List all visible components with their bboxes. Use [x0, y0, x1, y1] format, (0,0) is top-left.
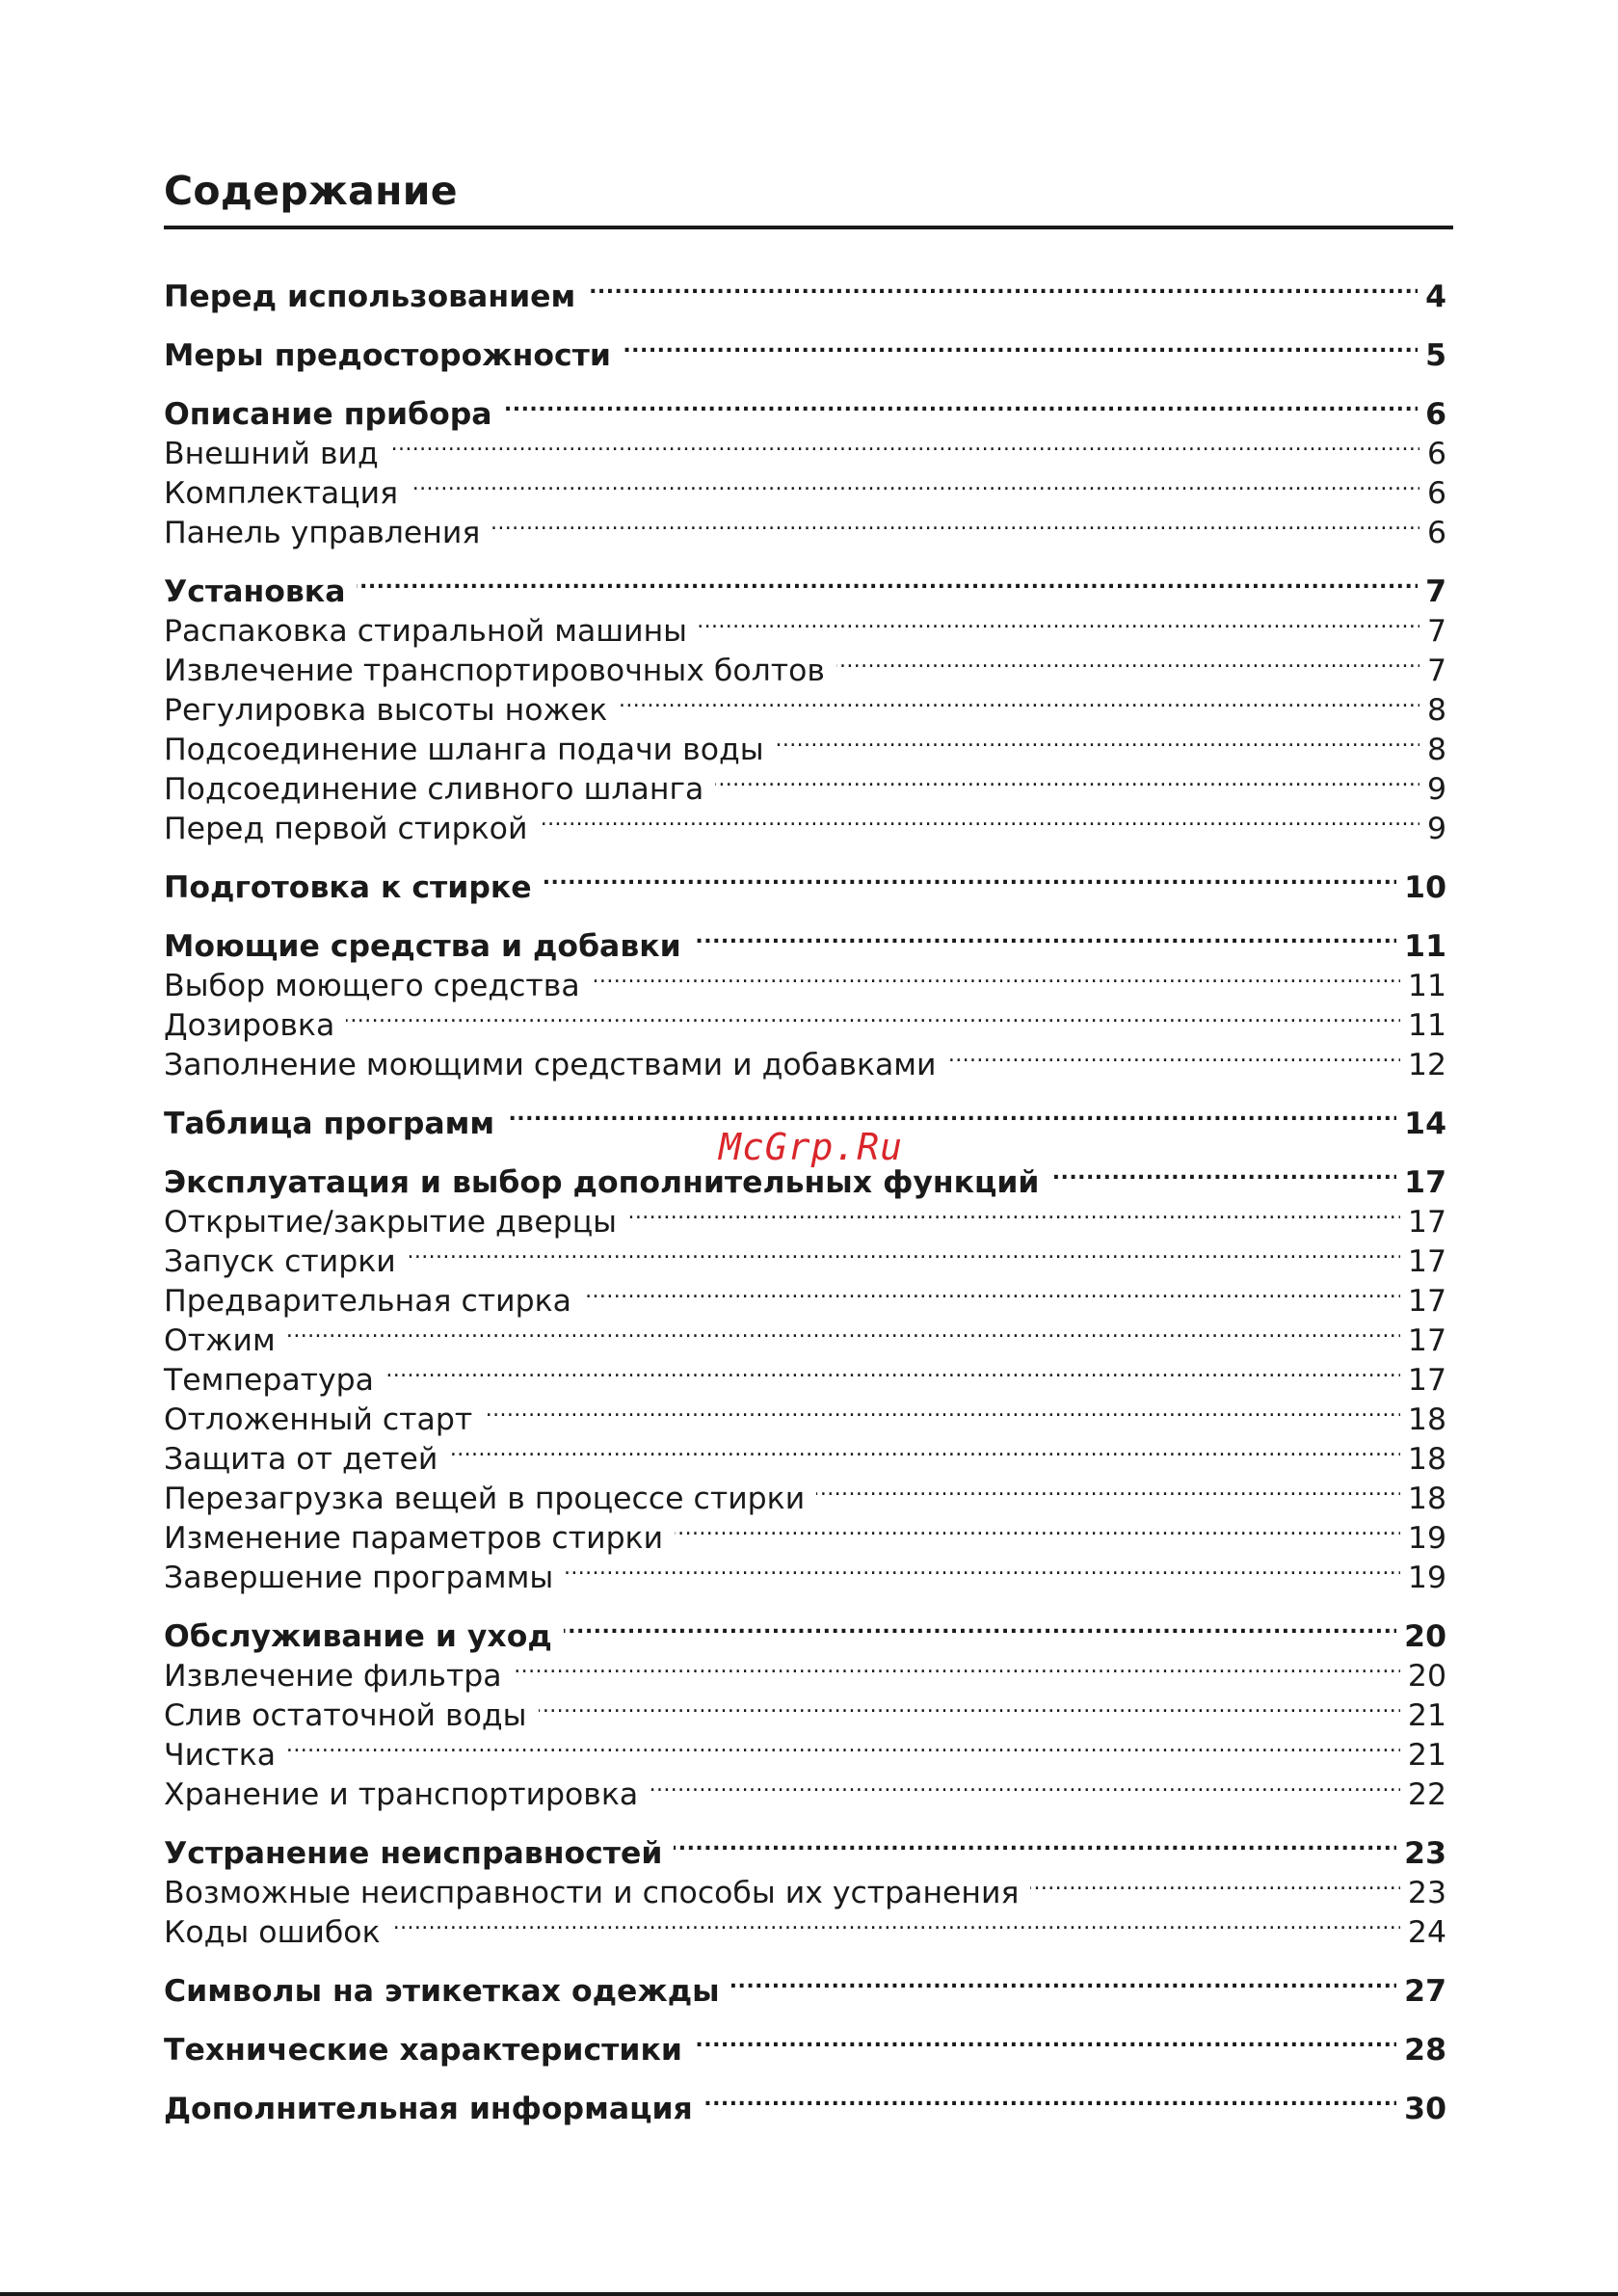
toc-entry-label: Температура	[164, 1363, 374, 1398]
toc-subsection-entry[interactable]	[164, 996, 1446, 1043]
toc-entry-label: Выбор моющего средства	[164, 969, 580, 1003]
toc-page-number: 7	[1425, 574, 1446, 609]
toc-entry-label: Возможные неисправности и способы их устранения	[164, 1876, 1020, 1910]
dot-leader	[385, 1350, 1400, 1390]
toc-section-entry[interactable]	[164, 267, 1446, 314]
dot-leader	[449, 1429, 1400, 1469]
dot-leader	[836, 641, 1419, 681]
toc-entry-label: Коды ошибок	[164, 1915, 381, 1950]
toc-section-entry[interactable]	[164, 1824, 1446, 1871]
toc-entry-label: Символы на этикетках одежды	[164, 1974, 720, 2009]
toc-page-number: 6	[1426, 437, 1446, 471]
dot-leader	[693, 917, 1396, 956]
toc-page-number: 8	[1426, 733, 1446, 767]
toc-page-number: 17	[1407, 1205, 1446, 1240]
dot-leader	[408, 1232, 1400, 1271]
dot-leader	[592, 956, 1400, 996]
toc-page-number: 17	[1407, 1244, 1446, 1279]
toc-entry-label: Меры предосторожности	[164, 338, 611, 373]
dot-leader	[731, 1962, 1396, 2001]
toc-entry-label: Технические характеристики	[164, 2033, 682, 2068]
toc-page-number: 18	[1407, 1442, 1446, 1477]
toc-page-number: 14	[1404, 1107, 1446, 1141]
toc-page-number: 9	[1426, 812, 1446, 846]
toc-page-number: 17	[1404, 1165, 1446, 1200]
dot-leader	[484, 1390, 1400, 1429]
toc-page-number: 23	[1404, 1836, 1446, 1871]
toc-page-number: 4	[1425, 280, 1446, 314]
toc-page-number: 24	[1407, 1915, 1446, 1950]
toc-section-entry[interactable]	[164, 1607, 1446, 1654]
dot-leader	[674, 1824, 1396, 1863]
toc-entry-label: Таблица программ	[164, 1107, 495, 1141]
toc-section-entry[interactable]	[164, 917, 1446, 964]
toc-entry-label: Хранение и транспортировка	[164, 1777, 639, 1812]
dot-leader	[715, 760, 1419, 799]
toc-entry-label: Защита от детей	[164, 1442, 438, 1477]
toc-page-number: 6	[1426, 476, 1446, 511]
toc-entry-label: Внешний вид	[164, 437, 379, 471]
toc-entry-label: Извлечение фильтра	[164, 1659, 502, 1694]
toc-page-number: 11	[1407, 1008, 1446, 1043]
toc-entry-label: Изменение параметров стирки	[164, 1521, 664, 1556]
toc-page-number: 6	[1425, 397, 1446, 432]
toc-entry-label: Моющие средства и добавки	[164, 929, 681, 964]
toc-page-number: 18	[1407, 1402, 1446, 1437]
toc-entry-label: Перезагрузка вещей в процессе стирки	[164, 1482, 806, 1516]
toc-entry-label: Перед первой стиркой	[164, 812, 528, 846]
toc-entry-label: Чистка	[164, 1738, 277, 1773]
toc-page-number: 21	[1407, 1738, 1446, 1773]
dot-leader	[816, 1469, 1400, 1508]
toc-subsection-entry[interactable]	[164, 1765, 1446, 1812]
toc-page-number: 28	[1404, 2033, 1446, 2068]
toc-page-number: 5	[1425, 338, 1446, 373]
dot-leader	[704, 2079, 1396, 2119]
toc-page-number: 22	[1407, 1777, 1446, 1812]
toc-entry-label: Регулировка высоты ножек	[164, 693, 608, 728]
dot-leader	[392, 1903, 1400, 1942]
toc-page-number: 11	[1404, 929, 1446, 964]
toc-entry-label: Подсоединение шланга подачи воды	[164, 733, 764, 767]
dot-leader	[491, 503, 1419, 543]
toc-page-number: 17	[1407, 1323, 1446, 1358]
toc-entry-label: Отложенный старт	[164, 1402, 473, 1437]
dot-leader	[564, 1607, 1396, 1646]
toc-page-number: 7	[1426, 614, 1446, 649]
toc-entry-label: Заполнение моющими средствами и добавками	[164, 1048, 937, 1082]
toc-page-number: 19	[1407, 1561, 1446, 1595]
toc-section-entry[interactable]	[164, 562, 1446, 609]
toc-entry-label: Завершение программы	[164, 1561, 554, 1595]
toc-entry-label: Обслуживание и уход	[164, 1619, 552, 1654]
toc-page-number: 11	[1407, 969, 1446, 1003]
dot-leader	[346, 996, 1400, 1035]
toc-entry-label: Подготовка к стирке	[164, 870, 532, 905]
toc-page-number: 17	[1407, 1284, 1446, 1319]
bottom-divider	[0, 2292, 1618, 2296]
dot-leader	[514, 1646, 1400, 1686]
toc-entry-label: Запуск стирки	[164, 1244, 396, 1279]
toc-subsection-entry[interactable]	[164, 1350, 1446, 1398]
dot-leader	[410, 464, 1419, 503]
toc-page-number: 8	[1426, 693, 1446, 728]
title-divider	[164, 226, 1453, 229]
toc-page-number: 27	[1404, 1974, 1446, 2009]
toc-entry-label: Предварительная стирка	[164, 1284, 571, 1319]
toc-subsection-entry[interactable]	[164, 1035, 1446, 1082]
dot-leader	[539, 1686, 1400, 1725]
dot-leader	[628, 1192, 1400, 1232]
toc-page-number: 10	[1404, 870, 1446, 905]
toc-entry-label: Подсоединение сливного шланга	[164, 772, 704, 807]
toc-entry-label: Дополнительная информация	[164, 2092, 693, 2126]
toc-entry-label: Панель управления	[164, 516, 481, 550]
toc-section-entry[interactable]	[164, 1962, 1446, 2009]
toc-entry-label: Описание прибора	[164, 397, 492, 432]
toc-section-entry[interactable]	[164, 326, 1446, 373]
dot-leader	[699, 601, 1419, 641]
toc-page-number: 30	[1404, 2092, 1446, 2126]
toc-page-number: 23	[1407, 1876, 1446, 1910]
toc-page-number: 12	[1407, 1048, 1446, 1082]
toc-section-entry[interactable]	[164, 385, 1446, 432]
dot-leader	[776, 720, 1419, 760]
toc-entry-label: Дозировка	[164, 1008, 335, 1043]
dot-leader	[287, 1725, 1400, 1765]
table-of-contents	[164, 267, 1446, 2126]
toc-page-number: 17	[1407, 1363, 1446, 1398]
dot-leader	[623, 326, 1418, 365]
toc-entry-label: Распаковка стиральной машины	[164, 614, 688, 649]
toc-section-entry[interactable]	[164, 858, 1446, 905]
toc-entry-label: Открытие/закрытие дверцы	[164, 1205, 618, 1240]
dot-leader	[583, 1271, 1400, 1311]
toc-entry-label: Эксплуатация и выбор дополнительных функций	[164, 1165, 1040, 1200]
dot-leader	[539, 799, 1419, 839]
watermark: McGrp.Ru	[719, 1126, 904, 1168]
toc-entry-label: Извлечение транспортировочных болтов	[164, 654, 825, 688]
dot-leader	[587, 267, 1418, 307]
dot-leader	[357, 562, 1418, 601]
dot-leader	[1030, 1863, 1399, 1903]
dot-leader	[675, 1508, 1400, 1548]
toc-entry-label: Слив остаточной воды	[164, 1698, 527, 1733]
toc-subsection-entry[interactable]	[164, 1311, 1446, 1358]
toc-section-entry[interactable]	[164, 2020, 1446, 2068]
dot-leader	[619, 681, 1419, 720]
dot-leader	[544, 858, 1397, 897]
toc-entry-label: Отжим	[164, 1323, 276, 1358]
toc-subsection-entry[interactable]	[164, 1725, 1446, 1773]
dot-leader	[287, 1311, 1400, 1350]
toc-entry-label: Устранение неисправностей	[164, 1836, 663, 1871]
toc-page-number: 19	[1407, 1521, 1446, 1556]
toc-page-number: 6	[1426, 516, 1446, 550]
toc-entry-label: Установка	[164, 574, 346, 609]
toc-page-number: 20	[1407, 1659, 1446, 1694]
toc-page-number: 18	[1407, 1482, 1446, 1516]
toc-page-number: 7	[1426, 654, 1446, 688]
toc-section-entry[interactable]	[164, 2079, 1446, 2126]
dot-leader	[694, 2020, 1396, 2060]
dot-leader	[390, 424, 1419, 464]
toc-entry-label: Перед использованием	[164, 280, 576, 314]
dot-leader	[504, 385, 1419, 424]
toc-page-number: 20	[1404, 1619, 1446, 1654]
page-title: Содержание	[164, 168, 458, 214]
dot-leader	[948, 1035, 1400, 1075]
toc-entry-label: Комплектация	[164, 476, 399, 511]
dot-leader	[506, 1094, 1396, 1134]
toc-page-number: 21	[1407, 1698, 1446, 1733]
dot-leader	[565, 1548, 1400, 1588]
dot-leader	[1051, 1153, 1397, 1192]
dot-leader	[650, 1765, 1400, 1804]
toc-page-number: 9	[1426, 772, 1446, 807]
